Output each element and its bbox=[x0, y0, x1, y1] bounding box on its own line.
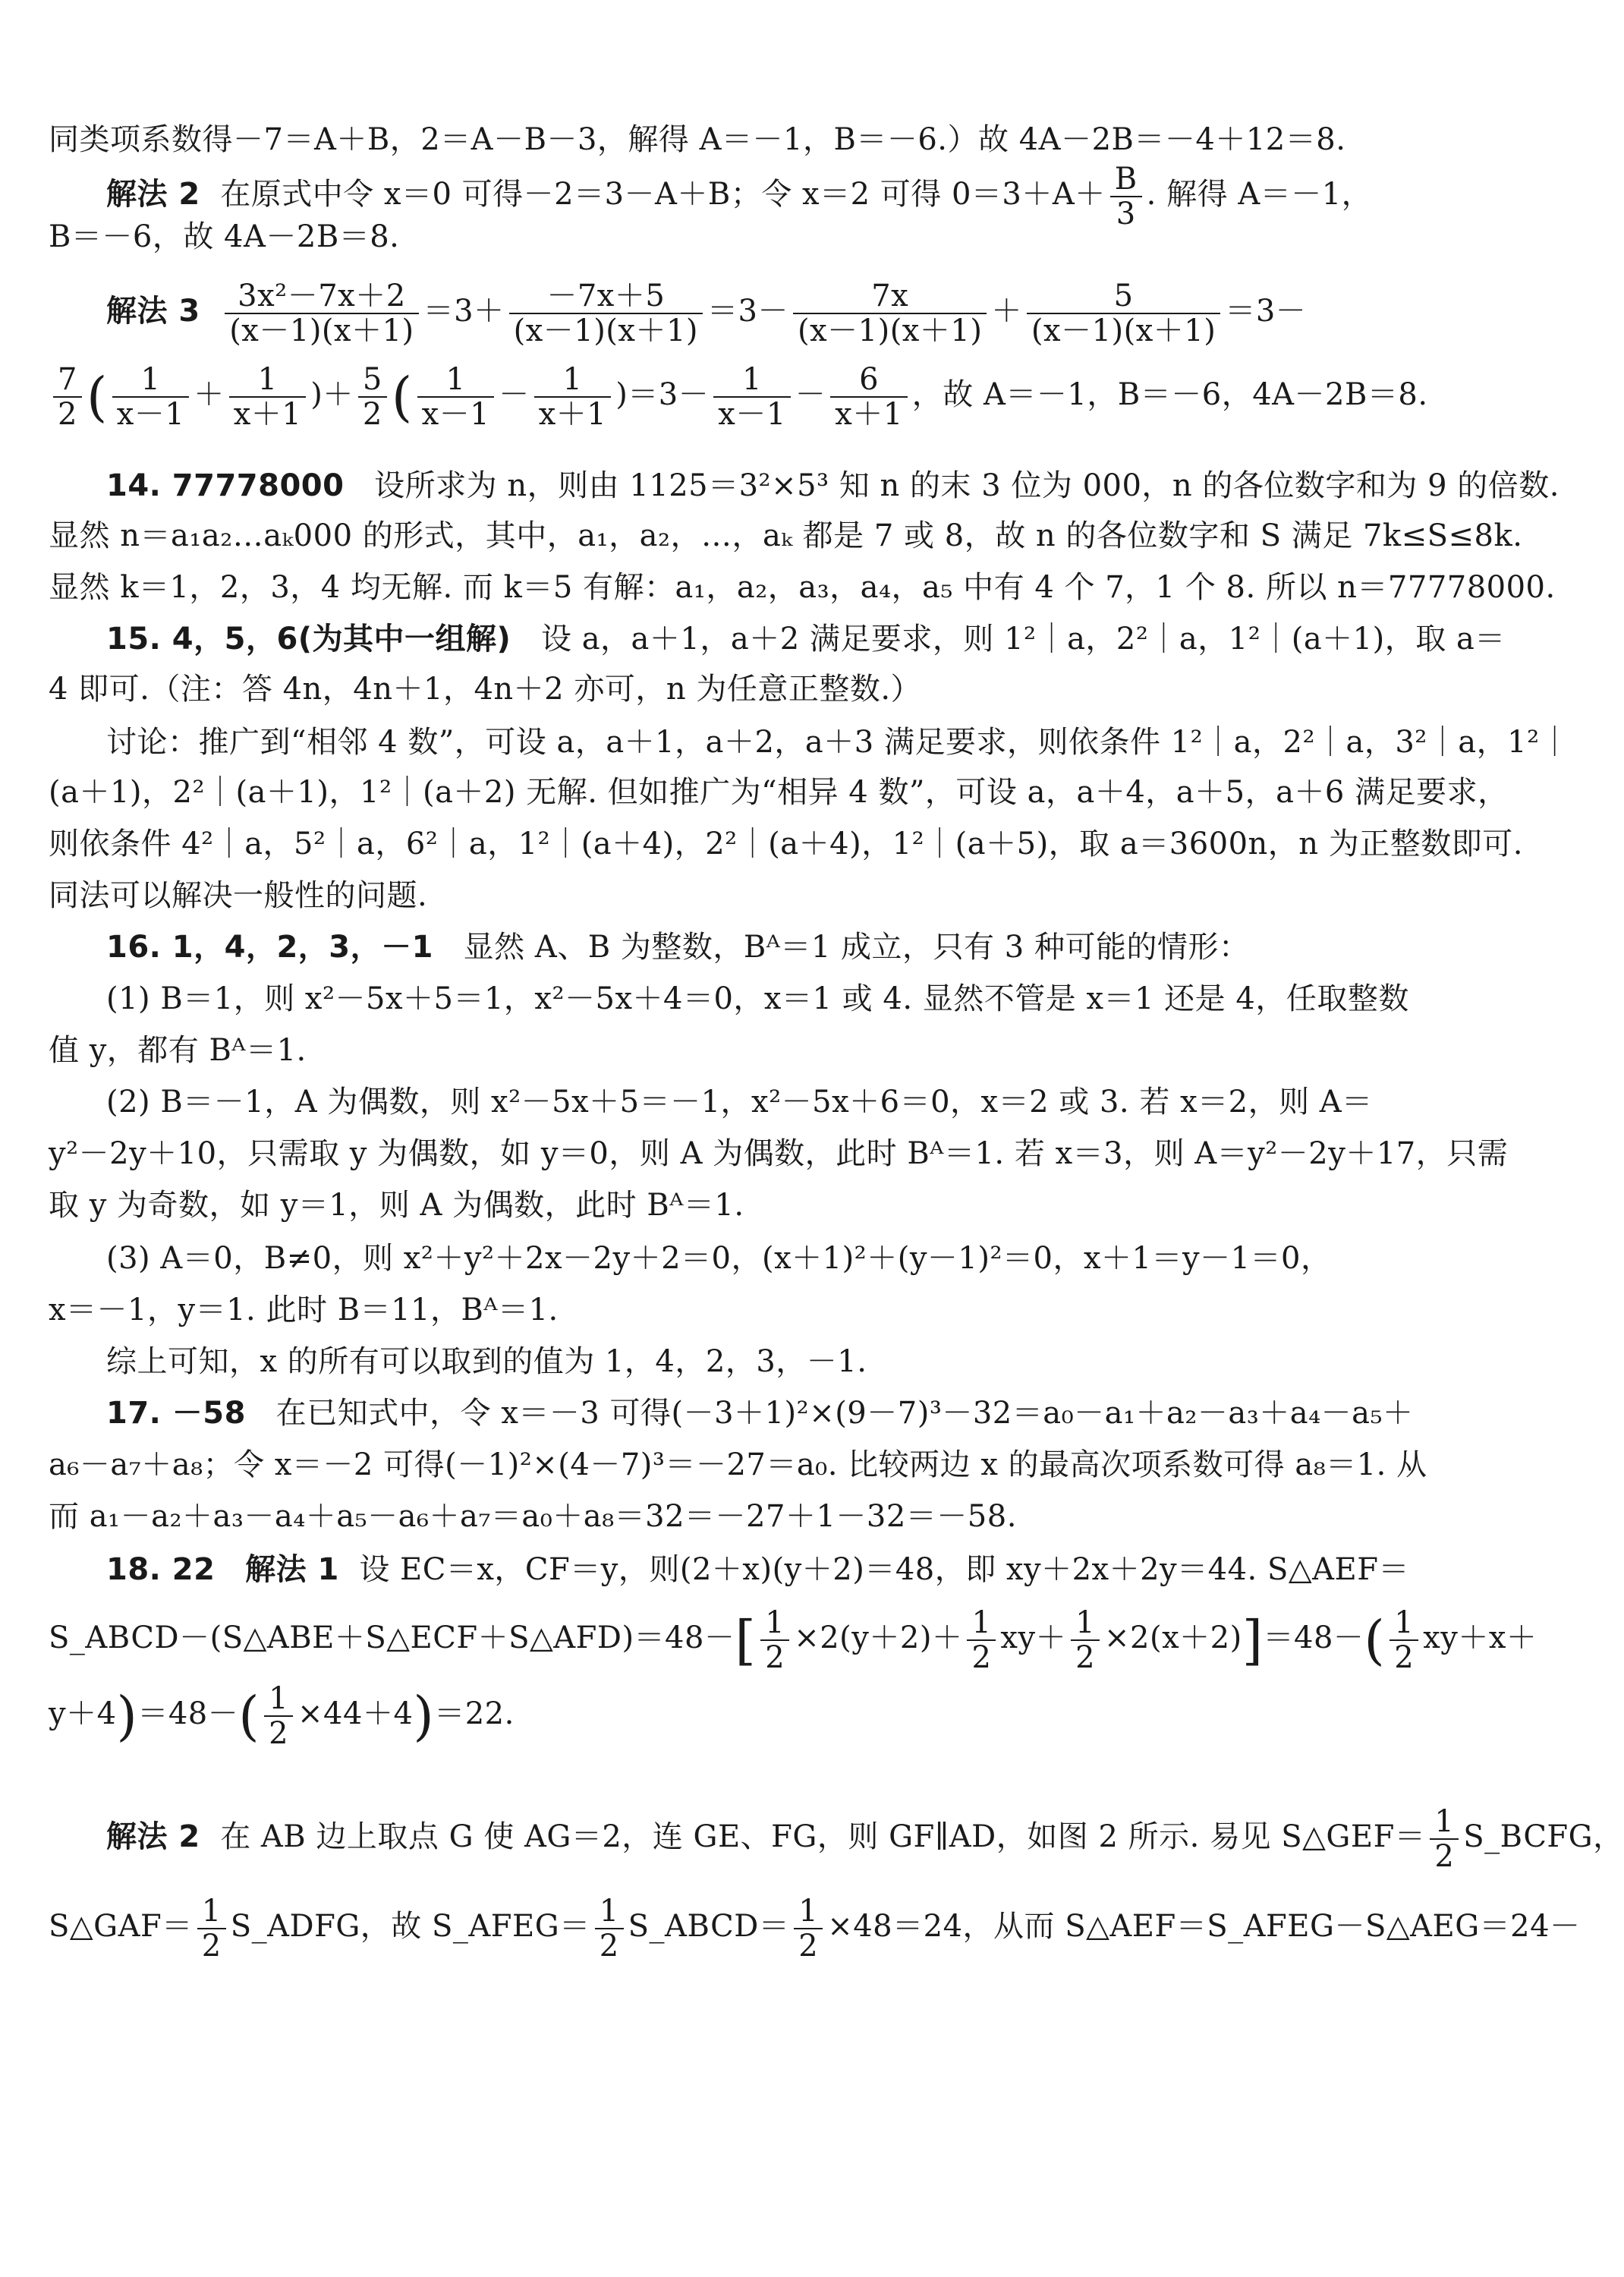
method-label: 解法 3 bbox=[106, 294, 200, 329]
text-line: y＋4)＝48－( $\frac{1}{2}$ ×44＋4)＝22. bbox=[49, 1681, 515, 1751]
fraction: $\frac{1}{2}$ bbox=[197, 1894, 226, 1963]
text-line: (2) B＝－1，A 为偶数，则 x²－5x＋5＝－1，x²－5x＋6＝0，x＝2 或 3. 若 x＝2，则 A＝ bbox=[106, 1085, 1373, 1120]
text-line: 解法 2 在 AB 边上取点 G 使 AG＝2，连 GE、FG，则 GF∥AD，如图 2 所示. 易见 S△GEF＝ $\frac{1}{2}$ S_BCFG， bbox=[106, 1804, 1624, 1874]
text-line: 解法 3 $\frac{\text{3x²－7x＋2}}{(x-1)(x+1)}$ ＝3＋ $\frac{-7x+5}{(x-1)(x+1)}$ ＝3－ $\frac{7x}{(x-1)(x+1)}$ ＋ $\frac{5}{(x-1)(x+1)}$ ＝3－ bbox=[106, 279, 1307, 348]
problem-number: 15. 4，5，6(为其中一组解) bbox=[106, 622, 511, 657]
fraction: $\frac{B}{3}$ bbox=[1110, 162, 1142, 231]
fraction: $\frac{7x}{(x-1)(x+1)}$ bbox=[793, 279, 987, 348]
text-line: (a＋1)，2²｜(a＋1)，1²｜(a＋2) 无解. 但如推广为“相异 4 数”，可设 a，a＋4，a＋5，a＋6 满足要求， bbox=[49, 775, 1509, 810]
text-line: 显然 n＝a₁a₂…aₖ000 的形式，其中，a₁，a₂，…，aₖ 都是 7 或 8，故 n 的各位数字和 S 满足 7k≤S≤8k. bbox=[49, 518, 1523, 553]
problem-number: 16. 1，4，2，3，－1 bbox=[106, 930, 433, 965]
fraction: $\frac{1}{2}$ bbox=[794, 1894, 823, 1963]
fraction: $\frac{1}{2}$ bbox=[760, 1606, 789, 1674]
text-line: 取 y 为奇数，如 y＝1，则 A 为偶数，此时 Bᴬ＝1. bbox=[49, 1188, 744, 1223]
text-line: $\frac{7}{2}$ ( $\frac{1}{x-1}$ ＋ $\frac{1}{x+1}$ )＋ $\frac{5}{2}$ ( $\frac{1}{x-1}$ － $\frac{1}{x+1}$ )＝3－ $\frac{1}{x-1}$ － $\frac{6}{x+1}$ ，故 A＝－1，B＝－6，4A－2B＝8. bbox=[49, 363, 1422, 431]
text-line: 15. 4，5，6(为其中一组解) 设 a，a＋1，a＋2 满足要求，则 1²｜a，2²｜a，1²｜(a＋1)，取 a＝ bbox=[106, 622, 1506, 657]
fraction: $\frac{1}{x-1}$ bbox=[112, 363, 190, 431]
problem-number: 17. －58 bbox=[106, 1396, 246, 1431]
text-line: 值 y，都有 Bᴬ＝1. bbox=[49, 1033, 307, 1068]
text-line: 讨论：推广到“相邻 4 数”，可设 a，a＋1，a＋2，a＋3 满足要求，则依条件 1²｜a，2²｜a，3²｜a，1²｜ bbox=[106, 725, 1571, 760]
text-line: S△GAF＝ $\frac{1}{2}$ S_ADFG，故 S_AFEG＝ $\frac{1}{2}$ S_ABCD＝ $\frac{1}{2}$ ×48＝24，从而 S△AEF＝S_AFEG－S△AEG＝24－ bbox=[49, 1894, 1581, 1964]
text-line: 17. －58 在已知式中，令 x＝－3 可得(－3＋1)²×(9－7)³－32＝a₀－a₁＋a₂－a₃＋a₄－a₅＋ bbox=[106, 1396, 1414, 1431]
fraction: $\frac{1}{x-1}$ bbox=[417, 363, 495, 431]
text-line: 显然 k＝1，2，3，4 均无解. 而 k＝5 有解：a₁，a₂，a₃，a₄，a₅ 中有 4 个 7，1 个 8. 所以 n＝77778000. bbox=[49, 570, 1556, 605]
text-line: 综上可知，x 的所有可以取到的值为 1，4，2，3，－1. bbox=[106, 1344, 867, 1379]
text-line: 同法可以解决一般性的问题. bbox=[49, 878, 428, 913]
fraction: $\frac{\text{3x²－7x＋2}}{(x-1)(x+1)}$ bbox=[225, 279, 418, 348]
fraction: $\frac{6}{x+1}$ bbox=[830, 363, 908, 431]
text-line: 同类项系数得－7＝A＋B，2＝A－B－3，解得 A＝－1，B＝－6.）故 4A－2B＝－4＋12＝8. bbox=[49, 122, 1346, 157]
text-line: (3) A＝0，B≠0，则 x²＋y²＋2x－2y＋2＝0，(x＋1)²＋(y－1)²＝0，x＋1＝y－1＝0， bbox=[106, 1241, 1332, 1276]
fraction: $\frac{5}{2}$ bbox=[358, 363, 387, 431]
fraction: $\frac{1}{2}$ bbox=[1390, 1606, 1418, 1674]
text-line: 16. 1，4，2，3，－1 显然 A、B 为整数，Bᴬ＝1 成立，只有 3 种可能的情形： bbox=[106, 930, 1250, 965]
text-line: a₆－a₇＋a₈；令 x＝－2 可得(－1)²×(4－7)³＝－27＝a₀. 比较两边 x 的最高次项系数可得 a₈＝1. 从 bbox=[49, 1447, 1427, 1482]
fraction: $\frac{1}{x+1}$ bbox=[534, 363, 612, 431]
fraction: $\frac{1}{2}$ bbox=[967, 1606, 996, 1674]
fraction: $\frac{1}{2}$ bbox=[1071, 1606, 1100, 1674]
text-line: S_ABCD－(S△ABE＋S△ECF＋S△AFD)＝48－[ $\frac{1}{2}$ ×2(y＋2)＋ $\frac{1}{2}$ xy＋ $\frac{1}{2}$ ×2(x＋2)]＝48－( $\frac{1}{2}$ xy＋x＋ bbox=[49, 1605, 1537, 1675]
method-label: 解法 1 bbox=[245, 1552, 339, 1587]
fraction: $\frac{1}{x+1}$ bbox=[229, 363, 307, 431]
method-label: 解法 2 bbox=[106, 177, 200, 212]
fraction: $\frac{7}{2}$ bbox=[53, 363, 82, 431]
text-line: 则依条件 4²｜a，5²｜a，6²｜a，1²｜(a＋4)，2²｜(a＋4)，1²｜(a＋5)，取 a＝3600n，n 为正整数即可. bbox=[49, 827, 1523, 861]
text-line: 解法 2 在原式中令 x＝0 可得－2＝3－A＋B；令 x＝2 可得 0＝3＋A＋ $\frac{B}{3}$ . 解得 A＝－1， bbox=[106, 162, 1373, 231]
text-line: 14. 77778000 设所求为 n，则由 1125＝3²×5³ 知 n 的末 3 位为 000，n 的各位数字和为 9 的倍数. bbox=[106, 468, 1559, 503]
text-line: x＝－1，y＝1. 此时 B＝11，Bᴬ＝1. bbox=[49, 1293, 559, 1327]
fraction: $\frac{1}{2}$ bbox=[1430, 1805, 1459, 1873]
text-line: 而 a₁－a₂＋a₃－a₄＋a₅－a₆＋a₇＝a₀＋a₈＝32＝－27＋1－32＝－58. bbox=[49, 1499, 1017, 1534]
problem-number: 14. 77778000 bbox=[106, 468, 345, 503]
text-line: y²－2y＋10，只需取 y 为偶数，如 y＝0，则 A 为偶数，此时 Bᴬ＝1. 若 x＝3，则 A＝y²－2y＋17，只需 bbox=[49, 1136, 1509, 1171]
text-line: (1) B＝1，则 x²－5x＋5＝1，x²－5x＋4＝0，x＝1 或 4. 显然不管是 x＝1 还是 4，任取整数 bbox=[106, 981, 1409, 1016]
fraction: $\frac{1}{2}$ bbox=[595, 1894, 624, 1963]
text-line: 4 即可.（注：答 4n，4n＋1，4n＋2 亦可，n 为任意正整数.） bbox=[49, 672, 922, 707]
fraction: $\frac{1}{2}$ bbox=[264, 1682, 293, 1750]
text-line: B＝－6，故 4A－2B＝8. bbox=[49, 219, 400, 254]
fraction: $\frac{5}{(x-1)(x+1)}$ bbox=[1027, 279, 1220, 348]
method-label: 解法 2 bbox=[106, 1819, 200, 1854]
fraction: $\frac{-7x+5}{(x-1)(x+1)}$ bbox=[509, 279, 703, 348]
text-line: 18. 22 解法 1 设 EC＝x，CF＝y，则(2＋x)(y＋2)＝48，即 xy＋2x＋2y＝44. S△AEF＝ bbox=[106, 1552, 1409, 1587]
problem-number: 18. 22 bbox=[106, 1552, 216, 1587]
fraction: $\frac{1}{x-1}$ bbox=[713, 363, 791, 431]
